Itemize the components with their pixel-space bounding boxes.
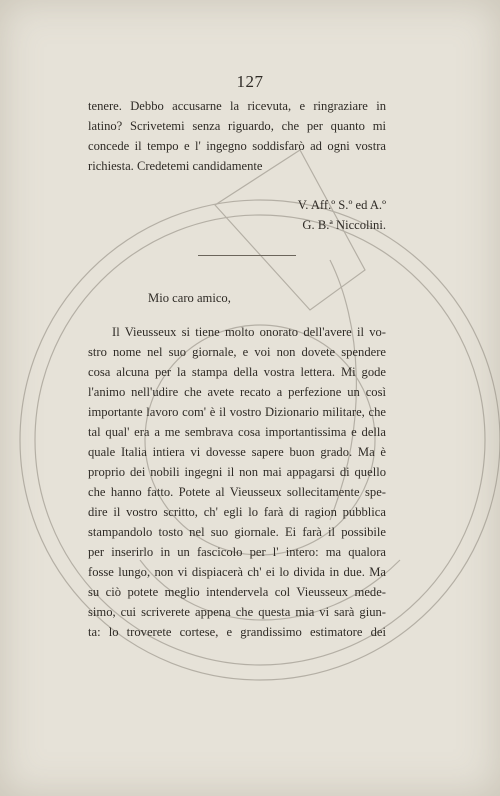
text-line: stampandolo tosto nel suo giornale. Ei farà il possibile [88, 525, 386, 539]
section-divider [198, 255, 296, 256]
text-line: concede il tempo e l' ingegno soddisfarò ad ogni vostra [88, 139, 386, 153]
text-line: l'animo nell'udire che avete recato a perfezione un così [88, 385, 386, 399]
text-line: fosse lungo, non vi dispiacerà ch' ei lo divida in due. Ma [88, 565, 386, 579]
text-line: su ciò potete meglio intendervela col Vieusseux mede- [88, 585, 386, 599]
paragraph-1 [88, 96, 386, 176]
text-line: dire il vostro scritto, ch' egli lo farà di ragion pubblica [88, 505, 386, 519]
text-line: tenere. Debbo accusarne la ricevuta, e ringraziare in [88, 99, 386, 113]
text-line: stro nome nel suo giornale, e voi non dovete spendere [88, 345, 386, 359]
text-line: latino? Scrivetemi senza riguardo, che per quanto mi [88, 119, 386, 133]
page-number: 127 [236, 72, 264, 91]
text-line: cosa alcuna per la stampa della vostra lettera. Mi gode [88, 365, 386, 379]
paragraph-2 [88, 322, 386, 642]
text-line: simo, cui scriverete appena che questa mia vi sarà giun- [88, 605, 386, 619]
text-line: quale Italia intiera vi dovesse sapere buon grado. Ma è [88, 445, 386, 459]
text-line: proprio dei nobili ingegni il non mai appagarsi di quello [88, 465, 386, 479]
text-line: per inserirlo in un fascicolo per l' intero: ma qualora [88, 545, 386, 559]
letter-salutation: Mio caro amico, [148, 291, 231, 305]
signature-line-1: V. Aff.º S.º ed A.º [297, 198, 386, 212]
text-line: che hanno fatto. Potete al Vieusseux sollecitamente spe- [88, 485, 386, 499]
text-line: importante lavoro com' è il vostro Dizionario militare, che [88, 405, 386, 419]
text-line: Il Vieusseux si tiene molto onorato dell'avere il vo- [112, 325, 386, 339]
text-line: richiesta. Credetemi candidamente [88, 159, 263, 173]
signature-line-2: G. B.ª Niccolini. [302, 218, 386, 232]
text-line: ta: lo troverete cortese, e grandissimo estimatore dei [88, 625, 386, 639]
text-line: tal qual' era a me sembrava cosa importantissima e della [88, 425, 386, 439]
